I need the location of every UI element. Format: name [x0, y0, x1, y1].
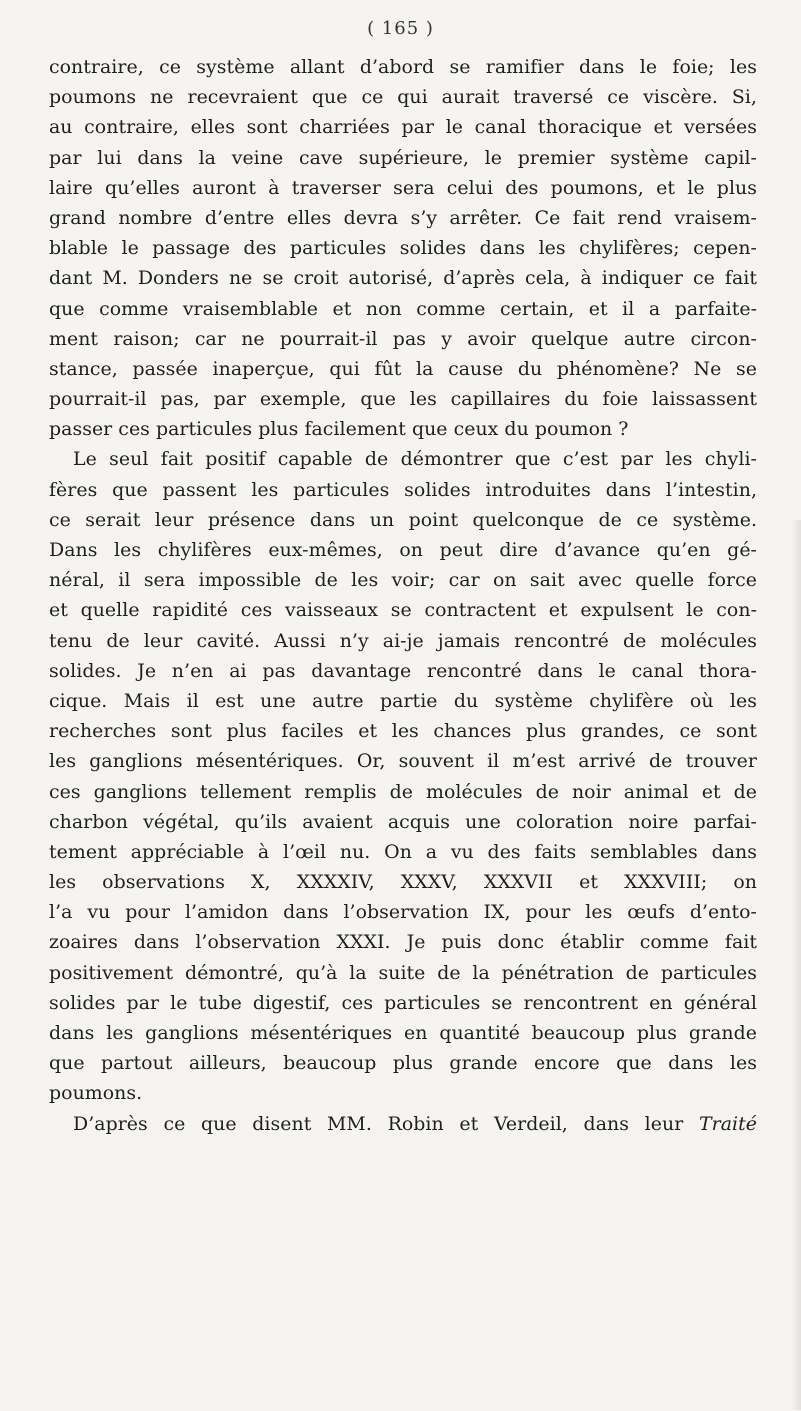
text-line: dans les ganglions mésentériques en quantité beaucoup plus grande	[49, 1022, 757, 1044]
text-line: recherches sont plus faciles et les chances plus grandes, ce sont	[49, 720, 757, 743]
text-line: que comme vraisemblable et non comme certain, et il a parfaite-	[49, 297, 757, 320]
final-line-text: D’après ce que disent MM. Robin et Verdeil, dans leur	[73, 1112, 684, 1135]
text-line: dant M. Donders ne se croit autorisé, d’après cela, à indiquer ce fait	[49, 267, 757, 290]
text-line: blable le passage des particules solides dans les chylifères; cepen-	[49, 237, 757, 260]
text-line: les observations X, XXXXIV, XXXV, XXXVII et XXXVIII; on	[49, 871, 757, 894]
text-line: Le seul fait positif capable de démontrer que c’est par les chyli-	[73, 448, 757, 471]
text-line: fères que passent les particules solides introduites dans l’intestin,	[49, 478, 757, 501]
text-line: laire qu’elles auront à traverser sera celui des poumons, et le plus	[49, 176, 757, 199]
page-number: ( 165 )	[367, 18, 434, 39]
text-line: grand nombre d’entre elles devra s’y arrêter. Ce fait rend vraisem-	[49, 206, 757, 229]
text-line: solides. Je n’en ai pas davantage rencontré dans le canal thora-	[49, 659, 757, 682]
text-line: solides par le tube digestif, ces particules se rencontrent en général	[49, 991, 757, 1014]
text-line: positivement démontré, qu’à la suite de la pénétration de particules	[49, 961, 757, 984]
text-line: ce serait leur présence dans un point quelconque de ce système.	[49, 508, 757, 531]
text-line: et quelle rapidité ces vaisseaux se contractent et expulsent le con-	[49, 599, 757, 622]
text-line: charbon végétal, qu’ils avaient acquis une coloration noire parfai-	[49, 810, 757, 833]
text-line: que partout ailleurs, beaucoup plus grande encore que dans les	[49, 1052, 757, 1075]
italic-word: Traité	[698, 1112, 757, 1135]
text-line: pourrait-il pas, par exemple, que les capillaires du foie laissassent	[49, 388, 757, 411]
text-line: au contraire, elles sont charriées par le canal thoracique et versées	[49, 116, 757, 139]
page-edge-shadow	[791, 520, 801, 1410]
text-line: les ganglions mésentériques. Or, souvent il m’est arrivé de trouver	[49, 750, 757, 773]
text-line: cique. Mais il est une autre partie du système chylifère où les	[49, 689, 757, 712]
body-text	[49, 52, 757, 1139]
text-line: zoaires dans l’observation XXXI. Je puis donc établir comme fait	[49, 931, 757, 954]
text-line: tement appréciable à l’œil nu. On a vu des faits semblables dans	[49, 840, 757, 863]
text-line: l’a vu pour l’amidon dans l’observation IX, pour les œufs d’ento-	[49, 901, 757, 924]
text-line: par lui dans la veine cave supérieure, le premier système capil-	[49, 146, 757, 169]
text-line: poumons ne recevraient que ce qui aurait traversé ce viscère. Si,	[49, 86, 757, 109]
text-line: ces ganglions tellement remplis de molécules de noir animal et de	[49, 780, 757, 803]
text-line: contraire, ce système allant d’abord se ramifier dans le foie; les	[49, 56, 757, 78]
text-line: poumons.	[49, 1082, 143, 1105]
final-text-line	[49, 1109, 757, 1139]
text-line: passer ces particules plus facilement que ceux du poumon ?	[49, 418, 629, 441]
text-line: ment raison; car ne pourrait-il pas y avoir quelque autre circon-	[49, 327, 757, 350]
text-line: tenu de leur cavité. Aussi n’y ai-je jamais rencontré de molécules	[49, 629, 757, 652]
text-line: néral, il sera impossible de les voir; car on sait avec quelle force	[49, 569, 757, 592]
text-line: stance, passée inaperçue, qui fût la cause du phénomène? Ne se	[49, 357, 757, 380]
text-line: Dans les chylifères eux-mêmes, on peut dire d’avance qu’en gé-	[49, 539, 757, 561]
